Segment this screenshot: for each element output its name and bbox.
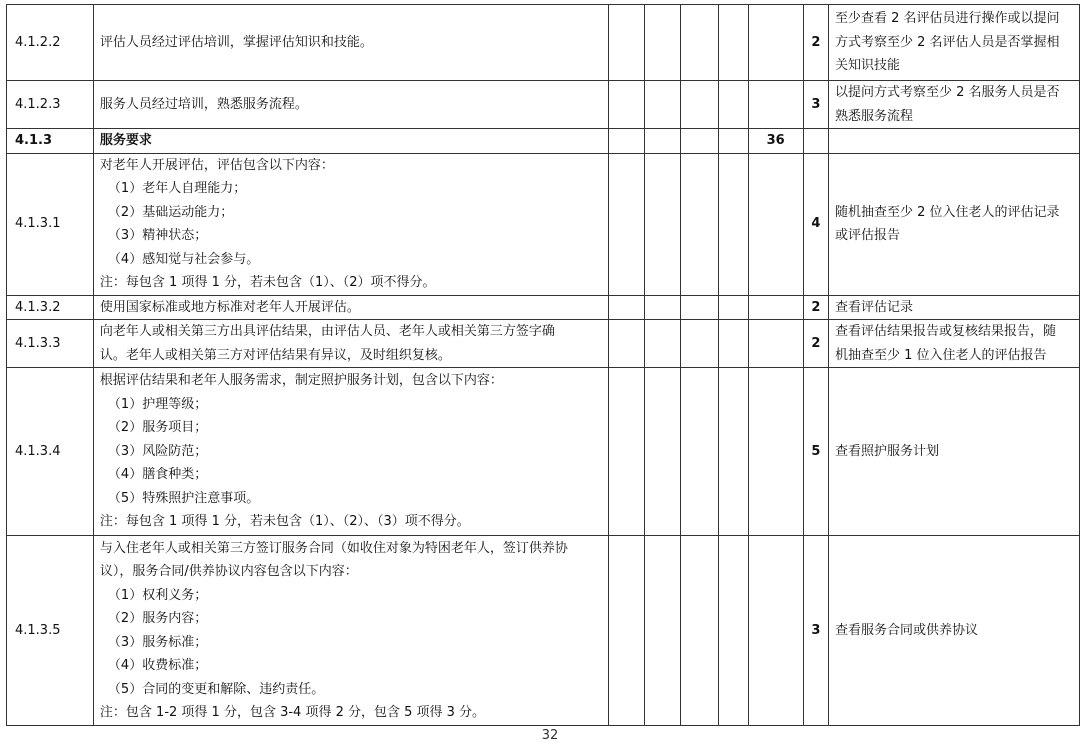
table-row: [7, 536, 1080, 726]
method-line: 查看服务合同或供养协议: [835, 622, 979, 638]
assessment-method: [829, 5, 1080, 81]
content-line: 注：每包含 1 项得 1 分，若未包含（1）、（2）项不得分。: [99, 275, 436, 290]
table-row: [7, 129, 1080, 154]
blank-cell: [681, 295, 719, 320]
blank-cell: [718, 536, 748, 726]
content-line: （2）服务项目；: [107, 420, 208, 436]
content-line: （5）合同的变更和解除、违约责任。: [107, 681, 325, 697]
item-score: [803, 129, 828, 154]
table-row: [7, 153, 1080, 295]
assessment-method: [829, 536, 1080, 726]
assessment-method: [829, 129, 1080, 154]
content-line: （3）服务标准；: [107, 634, 208, 650]
blank-cell: [609, 368, 645, 536]
assessment-method: [829, 320, 1080, 368]
content-line: 注：每包含 1 项得 1 分，若未包含（1）、（2）、（3）项不得分。: [99, 514, 470, 530]
item-content: [93, 368, 608, 536]
method-line: 至少查看 2 名评估员进行操作或以提问: [835, 11, 1060, 27]
blank-cell: [645, 368, 681, 536]
blank-cell: [718, 5, 748, 81]
blank-cell: [609, 129, 645, 154]
content-line: 与入住老年人或相关第三方签订服务合同（如收住对象为特困老年人，签订供养协: [99, 540, 568, 556]
item-content: [93, 320, 608, 368]
blank-cell: [609, 5, 645, 81]
method-line: 熟悉服务流程: [835, 108, 914, 124]
blank-cell: [718, 295, 748, 320]
content-line: 服务要求: [99, 133, 152, 148]
content-line: （1）老年人自理能力；: [107, 181, 247, 196]
content-line: 议），服务合同/供养协议内容包含以下内容：: [99, 564, 358, 579]
blank-cell: [645, 295, 681, 320]
method-line: 查看照护服务计划: [835, 443, 940, 459]
blank-cell: [681, 5, 719, 81]
content-line: （5）特殊照护注意事项。: [107, 490, 260, 506]
content-line: （4）膳食种类；: [107, 467, 208, 483]
method-line: 查看评估记录: [835, 299, 914, 315]
blank-cell: [718, 81, 748, 129]
blank-cell: [681, 320, 719, 368]
total-score: 36: [748, 129, 803, 154]
content-line: （2）基础运动能力；: [107, 204, 234, 220]
item-score: 2: [803, 295, 828, 320]
content-line: 根据评估结果和老年人服务需求，制定照护服务计划，包含以下内容：: [99, 373, 503, 389]
blank-cell: [681, 129, 719, 154]
content-line: （1）护理等级；: [107, 396, 208, 412]
blank-cell: [645, 129, 681, 154]
content-line: 注：包含 1-2 项得 1 分，包含 3-4 项得 2 分，包含 5 项得 3 分。: [99, 705, 486, 720]
item-code: 4.1.3: [7, 129, 94, 154]
blank-cell: [645, 153, 681, 295]
total-score: [748, 320, 803, 368]
standards-table: [6, 4, 1080, 726]
blank-cell: [645, 320, 681, 368]
item-content: [93, 536, 608, 726]
table-row: [7, 81, 1080, 129]
total-score: [748, 536, 803, 726]
blank-cell: [609, 536, 645, 726]
total-score: [748, 368, 803, 536]
method-line: 查看评估结果报告或复核结果报告，随: [835, 324, 1057, 339]
content-line: （3）精神状态；: [107, 228, 208, 243]
blank-cell: [681, 368, 719, 536]
assessment-method: [829, 81, 1080, 129]
assessment-method: [829, 153, 1080, 295]
page-number: 32: [541, 728, 559, 743]
method-line: 机抽查至少 1 位入住老人的评估报告: [835, 347, 1047, 363]
content-line: （4）感知觉与社会参与。: [107, 251, 260, 267]
content-line: 向老年人或相关第三方出具评估结果，由评估人员、老年人或相关第三方签字确: [99, 324, 555, 339]
blank-cell: [681, 536, 719, 726]
blank-cell: [609, 153, 645, 295]
content-line: 使用国家标准或地方标准对老年人开展评估。: [99, 299, 360, 315]
content-line: 服务人员经过培训，熟悉服务流程。: [99, 96, 308, 112]
content-line: （1）权利义务；: [107, 587, 208, 603]
content-line: 对老年人开展评估，评估包含以下内容：: [99, 157, 334, 173]
blank-cell: [609, 320, 645, 368]
item-content: [93, 129, 608, 154]
item-code: 4.1.3.4: [7, 368, 94, 536]
blank-cell: [681, 153, 719, 295]
table-row: [7, 5, 1080, 81]
item-code: 4.1.2.3: [7, 81, 94, 129]
method-line: 或评估报告: [835, 228, 901, 243]
item-code: 4.1.3.2: [7, 295, 94, 320]
blank-cell: [681, 81, 719, 129]
content-line: 认。老年人或相关第三方对评估结果有异议，及时组织复核。: [99, 347, 451, 363]
content-line: （4）收费标准；: [107, 658, 208, 673]
method-line: 随机抽查至少 2 位入住老人的评估记录: [835, 204, 1060, 220]
item-code: 4.1.3.5: [7, 536, 94, 726]
item-score: 3: [803, 536, 828, 726]
blank-cell: [718, 320, 748, 368]
blank-cell: [609, 81, 645, 129]
blank-cell: [645, 536, 681, 726]
item-content: [93, 153, 608, 295]
item-score: 5: [803, 368, 828, 536]
content-line: （3）风险防范；: [107, 443, 208, 459]
blank-cell: [609, 295, 645, 320]
content-line: （2）服务内容；: [107, 611, 208, 626]
total-score: [748, 153, 803, 295]
table-row: [7, 320, 1080, 368]
blank-cell: [645, 5, 681, 81]
item-content: [93, 295, 608, 320]
blank-cell: [645, 81, 681, 129]
blank-cell: [718, 129, 748, 154]
item-score: 2: [803, 320, 828, 368]
blank-cell: [718, 368, 748, 536]
method-line: 关知识技能: [835, 58, 901, 74]
item-score: 4: [803, 153, 828, 295]
item-score: 2: [803, 5, 828, 81]
item-code: 4.1.2.2: [7, 5, 94, 81]
assessment-method: [829, 368, 1080, 536]
content-line: 评估人员经过评估培训，掌握评估知识和技能。: [99, 34, 373, 50]
item-code: 4.1.3.3: [7, 320, 94, 368]
item-content: [93, 5, 608, 81]
item-code: 4.1.3.1: [7, 153, 94, 295]
total-score: [748, 81, 803, 129]
blank-cell: [718, 153, 748, 295]
total-score: [748, 295, 803, 320]
table-row: [7, 295, 1080, 320]
table-row: [7, 368, 1080, 536]
total-score: [748, 5, 803, 81]
item-score: 3: [803, 81, 828, 129]
assessment-method: [829, 295, 1080, 320]
method-line: 方式考察至少 2 名评估人员是否掌握相: [835, 34, 1060, 50]
method-line: 以提问方式考察至少 2 名服务人员是否: [835, 85, 1060, 100]
item-content: [93, 81, 608, 129]
